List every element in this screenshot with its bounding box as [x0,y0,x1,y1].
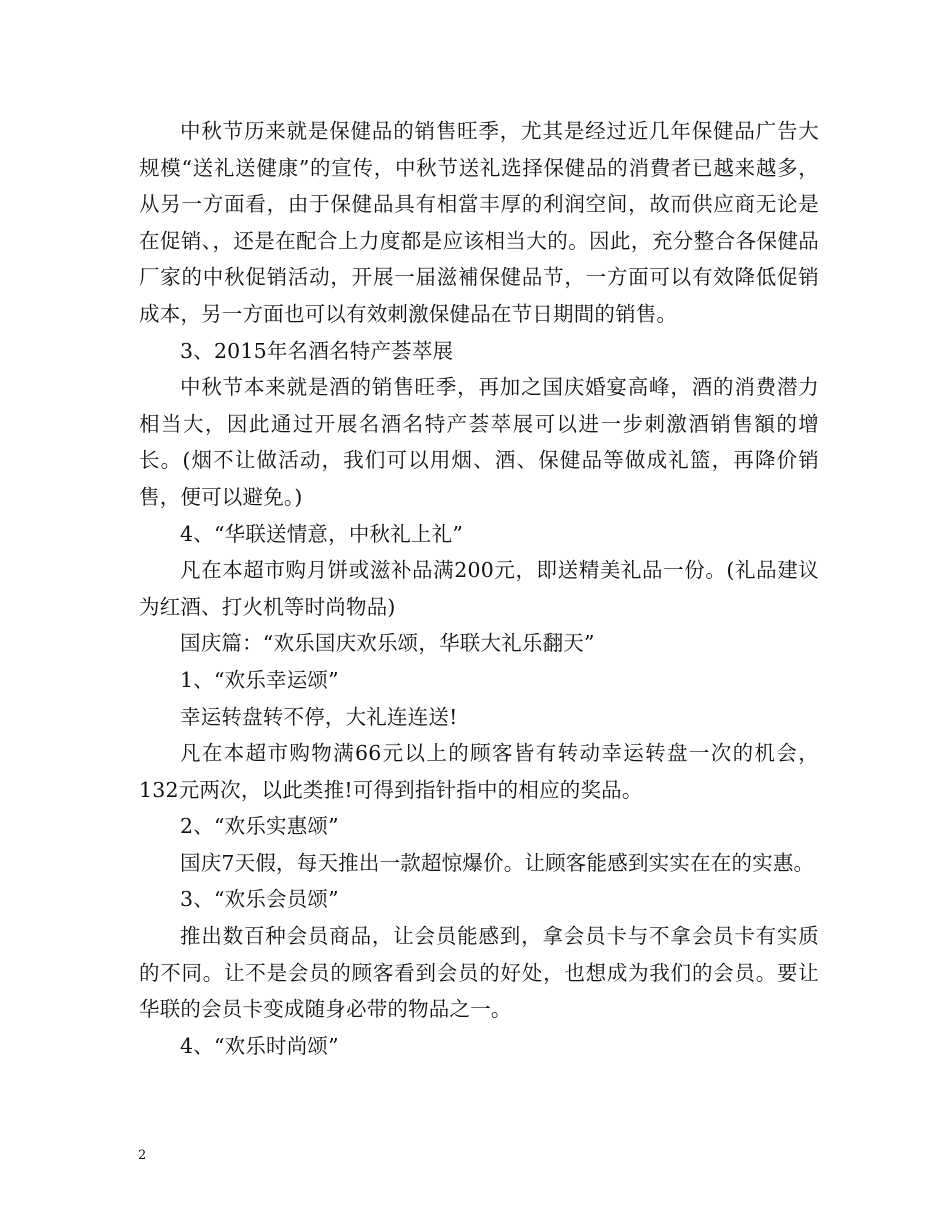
paragraph-daily-deals: 国庆7天假，每天推出一款超惊爆价。让顾客能感到实实在在的实惠。 [180,850,815,875]
heading-national-day: 国庆篇：“欢乐国庆欢乐颂，华联大礼乐翻天” [180,631,595,656]
paragraph-wine-sales: 中秋节本来就是酒的销售旺季，再加之国庆婚宴高峰，酒的消费潜力相当大，因此通过开展名酒名特产荟萃展可以进一步刺激酒销售額的增长。(烟不让做活动，我们可以用烟、酒、保健品等做成礼篮，再降价销售，便可以避免。) [139,375,819,509]
heading-lucky-ode: 1、“欢乐幸运颂” [180,667,339,692]
paragraph-health-products: 中秋节历来就是保健品的销售旺季，尤其是经过近几年保健品广告大规模“送礼送健康”的宣传，中秋节送礼选择保健品的消費者已越来越多，从另一方面看，由于保健品具有相當丰厚的利润空间，故而供应商无论是在促销、，还是在配合上力度都是应该相当大的。因此，充分整合各保健品厂家的中秋促销活动，开展一届滋補保健品节，一方面可以有效降低促销成本，另一方面也可以有效刺激保健品在节日期間的销售。 [139,119,819,326]
heading-mid-autumn-gift: 4、“华联送情意，中秋礼上礼” [180,521,464,546]
paragraph-lucky-wheel: 幸运转盘转不停，大礼连连送! [180,704,458,729]
page-number: 2 [138,1148,147,1163]
paragraph-member-products: 推出数百种会员商品，让会员能感到，拿会员卡与不拿会员卡有实质的不同。让不是会员的顾客看到会员的好处，也想成为我们的会员。要让华联的会员卡变成随身必带的物品之一。 [139,924,819,1022]
heading-fashion-ode: 4、“欢乐时尚颂” [180,1033,339,1058]
paragraph-gift-offer: 凡在本超市购月饼或滋补品满200元，即送精美礼品一份。(礼品建议为红酒、打火机等时尚物品) [139,558,819,619]
body-text [139,113,819,1064]
paragraph-lucky-rules: 凡在本超市购物满66元以上的顾客皆有转动幸运转盘一次的机会，132元两次，以此类推!可得到指针指中的相应的奖品。 [139,741,819,802]
heading-wine-specialty-expo: 3、2015年名酒名特产荟萃展 [180,338,454,363]
heading-member-ode: 3、“欢乐会员颂” [180,887,339,912]
heading-value-ode: 2、“欢乐实惠颂” [180,814,339,839]
